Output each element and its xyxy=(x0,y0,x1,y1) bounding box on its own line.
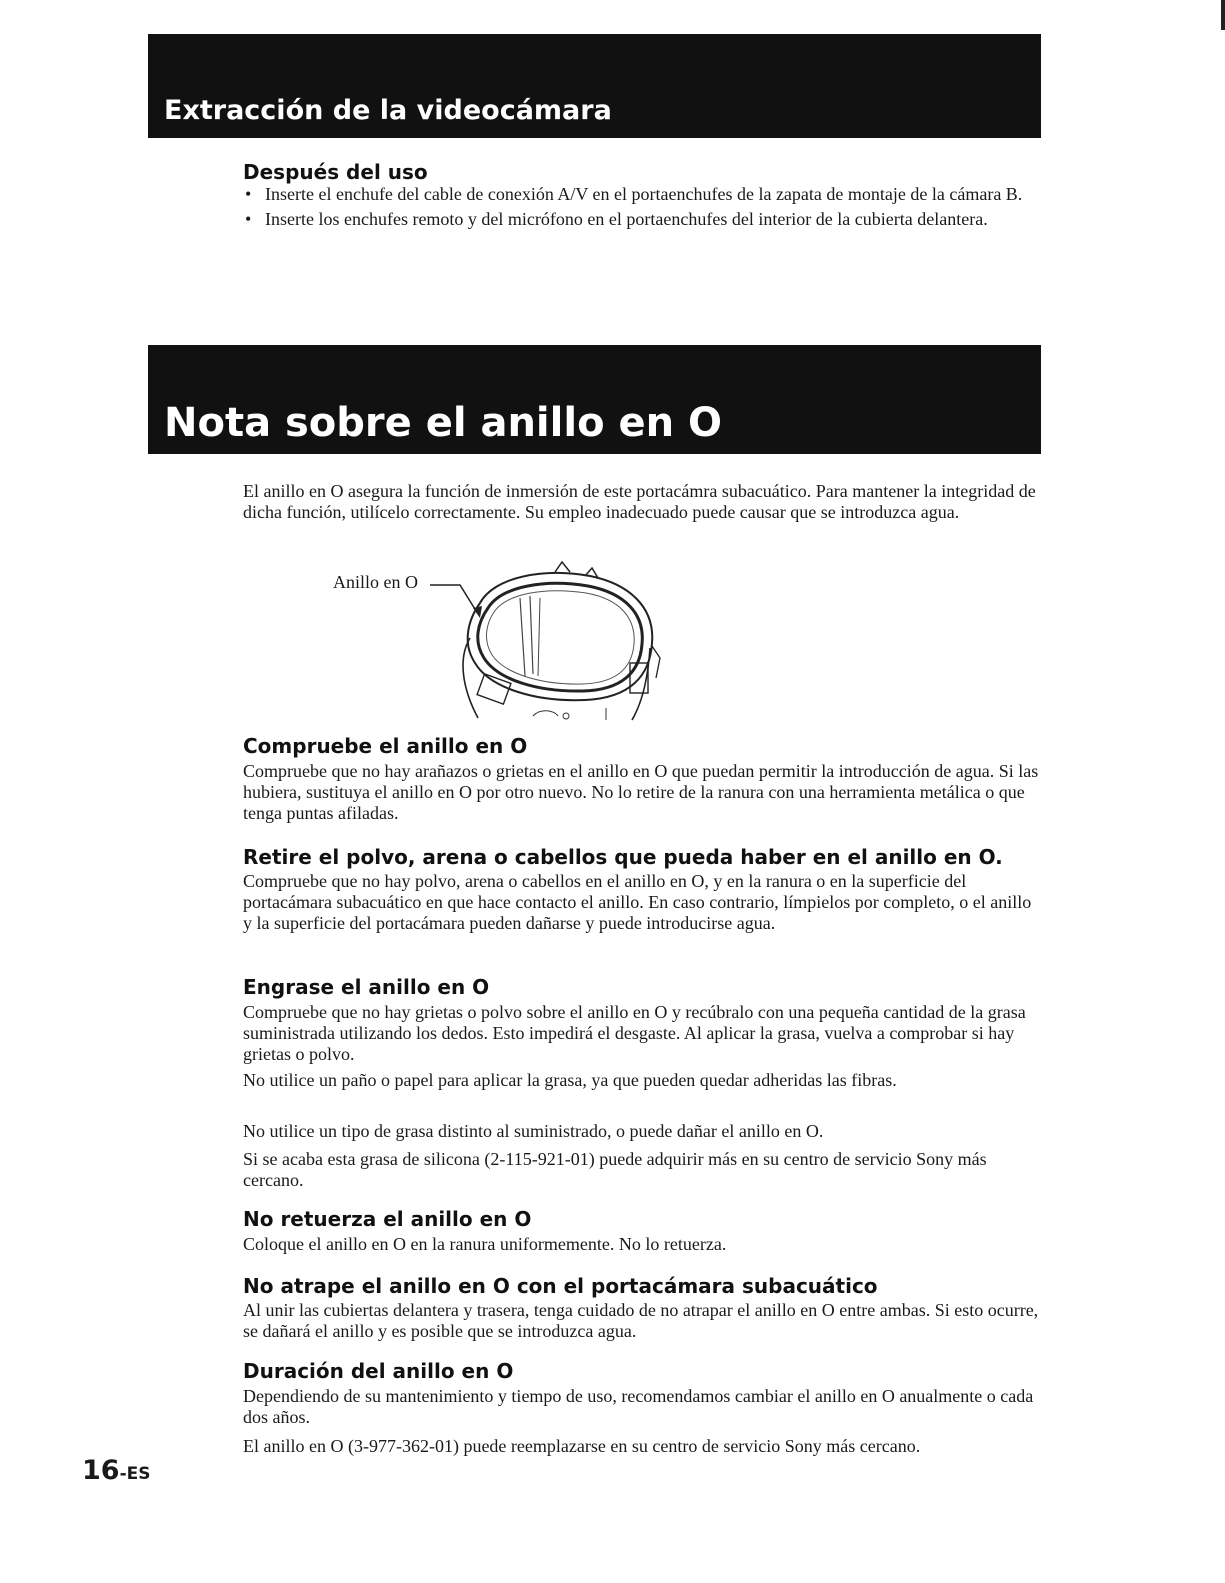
after-use-list xyxy=(243,184,1023,234)
banner-title: Nota sobre el anillo en O xyxy=(164,400,723,446)
page-number xyxy=(82,1455,151,1486)
lifetime-text-2: El anillo en O (3-977-362-01) puede reemplazarse en su centro de servicio Sony más cercano. xyxy=(243,1436,921,1456)
heading-grease-o-ring: Engrase el anillo en O xyxy=(243,975,490,999)
grease-text-4: Si se acaba esta grasa de silicona (2-115-921-01) puede adquirir más en su centro de servicio Sony más cercano. xyxy=(243,1149,987,1190)
list-item: • Inserte el enchufe del cable de conexión A/V en el portaenchufes de la zapata de montaje de la cámara B. xyxy=(243,184,1023,205)
grease-text-2: No utilice un paño o papel para aplicar la grasa, ya que pueden quedar adheridas las fibras. xyxy=(243,1070,897,1090)
heading-o-ring-lifetime: Duración del anillo en O xyxy=(243,1359,514,1383)
heading-check-o-ring: Compruebe el anillo en O xyxy=(243,734,528,758)
banner-title: Extracción de la videocámara xyxy=(164,95,612,126)
no-trap-text: Al unir las cubiertas delantera y trasera, tenga cuidado de no atrapar el anillo en O entre ambas. Si esto ocurre, se dañará el anillo y es posible que se introduzca agua. xyxy=(243,1300,1039,1341)
grease-text-3: No utilice un tipo de grasa distinto al suministrado, o puede dañar el anillo en O. xyxy=(243,1121,824,1141)
heading-remove-dust: Retire el polvo, arena o cabellos que pueda haber en el anillo en O. xyxy=(243,845,1003,869)
intro-paragraph: El anillo en O asegura la función de inmersión de este portacámra subacuático. Para mantener la integridad de dicha función, utilícelo correctamente. Su empleo inadecuado puede causar que se introduzca agua. xyxy=(243,481,1036,522)
check-o-ring-text: Compruebe que no hay arañazos o grietas en el anillo en O que puedan permitir la introducción de agua. Si las hubiera, sustituya el anillo en O por otro nuevo. No lo retire de la ranura con una herramienta metálica o que tenga puntas afiladas. xyxy=(243,761,1039,823)
page-number-value: 16 xyxy=(82,1455,120,1486)
figure-label: Anillo en O xyxy=(333,572,418,592)
heading-no-twist: No retuerza el anillo en O xyxy=(243,1207,532,1231)
page-edge-mark xyxy=(1221,0,1225,30)
no-twist-text: Coloque el anillo en O en la ranura uniformemente. No lo retuerza. xyxy=(243,1234,727,1254)
lifetime-text-1: Dependiendo de su mantenimiento y tiempo de uso, recomendamos cambiar el anillo en O anualmente o cada dos años. xyxy=(243,1386,1034,1427)
heading-after-use: Después del uso xyxy=(243,160,428,184)
section-banner-extraction xyxy=(148,34,1041,138)
page-number-suffix: -ES xyxy=(119,1464,151,1484)
section-banner-o-ring xyxy=(148,345,1041,454)
heading-no-trap: No atrape el anillo en O con el portacámara subacuático xyxy=(243,1274,878,1298)
list-item: • Inserte los enchufes remoto y del micrófono en el portaenchufes del interior de la cubierta delantera. xyxy=(243,209,1023,230)
grease-text-1: Compruebe que no hay grietas o polvo sobre el anillo en O y recúbralo con una pequeña cantidad de la grasa suministrada utilizando los dedos. Esto impedirá el desgaste. Al aplicar la grasa, vuelva a comprobar si hay grietas o polvo. xyxy=(243,1002,1026,1064)
o-ring-housing-illustration xyxy=(330,558,670,728)
remove-dust-text: Compruebe que no hay polvo, arena o cabellos en el anillo en O, y en la ranura o en la superficie del portacámara subacuático en que hace contacto el anillo. En caso contrario, límpielos por completo, o el anillo y la superficie del portacámara pueden dañarse y puede introducirse agua. xyxy=(243,871,1032,933)
